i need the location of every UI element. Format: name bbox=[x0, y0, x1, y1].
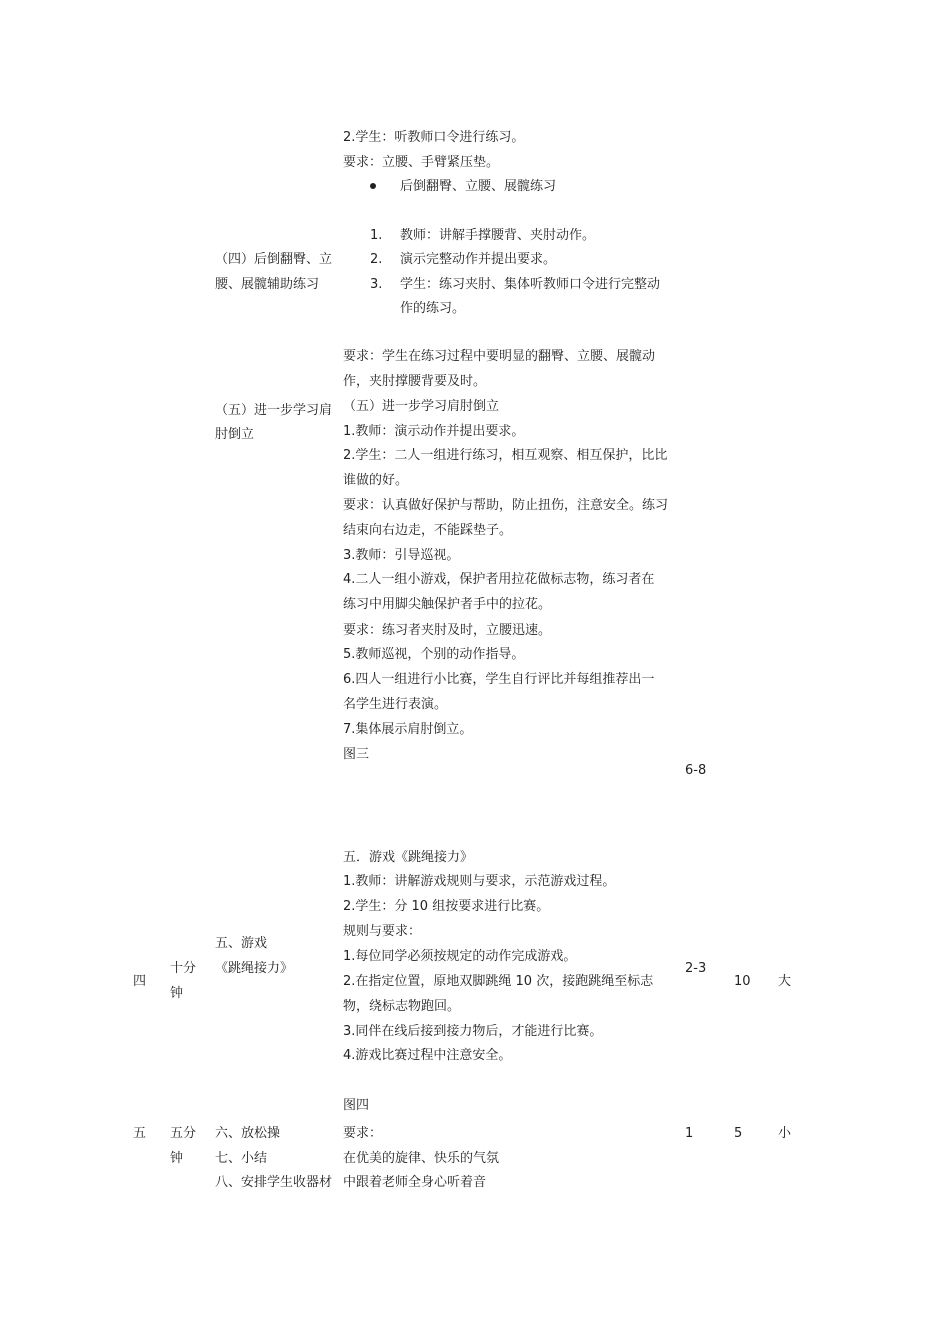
text-line: 中跟着老师全身心听着音 bbox=[343, 1175, 487, 1190]
text-line: 五．游戏《跳绳接力》 bbox=[343, 850, 474, 865]
text-line: 1.教师：演示动作并提出要求。 bbox=[343, 424, 525, 439]
text-line: 物，绕标志物跑回。 bbox=[343, 999, 461, 1014]
minutes-value: 5 bbox=[734, 1126, 743, 1141]
figure-caption: 图四 bbox=[343, 1098, 370, 1113]
text-line: 结束向右边走，不能踩垫子。 bbox=[343, 523, 513, 538]
text-line: 1.教师：讲解游戏规则与要求，示范游戏过程。 bbox=[343, 874, 616, 889]
requirement-text: 要求：学生在练习过程中要明显的翻臀、立腰、展髋动 bbox=[343, 349, 656, 364]
text-line: 在优美的旋律、快乐的气氛 bbox=[343, 1151, 500, 1166]
duration-label: 十分 bbox=[170, 961, 197, 976]
section-label: 五、游戏 bbox=[215, 936, 268, 951]
text-line: 4.二人一组小游戏，保护者用拉花做标志物，练习者在 bbox=[343, 572, 655, 587]
text-line: 4.游戏比赛过程中注意安全。 bbox=[343, 1048, 512, 1063]
section-label: （五）进一步学习肩 bbox=[215, 403, 333, 418]
section-label: 肘倒立 bbox=[215, 427, 255, 442]
section-label: 六、放松操 bbox=[215, 1126, 281, 1141]
bullet-item: 后倒翻臀、立腰、展髋练习 bbox=[400, 179, 557, 194]
reps-value: 2-3 bbox=[685, 961, 707, 976]
text-line: 谁做的好。 bbox=[343, 473, 409, 488]
section-label: 《跳绳接力》 bbox=[215, 961, 294, 976]
section-label: 八、安排学生收器材 bbox=[215, 1175, 333, 1190]
intensity-value: 小 bbox=[778, 1126, 792, 1141]
figure-caption: 图三 bbox=[343, 747, 370, 762]
reps-value: 6-8 bbox=[685, 763, 707, 778]
section-label: （四）后倒翻臀、立 bbox=[215, 252, 333, 267]
text-line: 规则与要求： bbox=[343, 924, 422, 939]
list-item: 演示完整动作并提出要求。 bbox=[400, 252, 557, 267]
text-line: 要求：认真做好保护与帮助，防止扭伤，注意安全。练习 bbox=[343, 498, 669, 513]
duration-label: 钟 bbox=[170, 986, 184, 1001]
requirement-text: 作，夹肘撑腰背要及时。 bbox=[343, 374, 487, 389]
text-line: 要求：练习者夹肘及时，立腰迅速。 bbox=[343, 623, 552, 638]
section-label: 七、小结 bbox=[215, 1151, 268, 1166]
text-line: 要求：立腰、手臂紧压垫。 bbox=[343, 155, 500, 170]
text-line: 3.教师：引导巡视。 bbox=[343, 548, 460, 563]
text-line: 5.教师巡视，个别的动作指导。 bbox=[343, 647, 525, 662]
text-line: 2.在指定位置，原地双脚跳绳 10 次，接跑跳绳至标志 bbox=[343, 974, 654, 989]
duration-label: 钟 bbox=[170, 1151, 184, 1166]
text-line: 要求： bbox=[343, 1126, 383, 1141]
text-line: 练习中用脚尖触保护者手中的拉花。 bbox=[343, 597, 552, 612]
minutes-value: 10 bbox=[734, 974, 751, 989]
list-item-continued: 作的练习。 bbox=[400, 301, 466, 316]
section-label: 腰、展髋辅助练习 bbox=[215, 277, 320, 292]
bullet-icon bbox=[370, 183, 376, 189]
text-line: 3.同伴在线后接到接力物后，才能进行比赛。 bbox=[343, 1024, 603, 1039]
text-line: 名学生进行表演。 bbox=[343, 697, 448, 712]
duration-label: 五分 bbox=[170, 1126, 197, 1141]
stage-number: 五 bbox=[133, 1126, 147, 1141]
text-line: 7.集体展示肩肘倒立。 bbox=[343, 722, 473, 737]
text-line: 2.学生：分 10 组按要求进行比赛。 bbox=[343, 899, 550, 914]
list-item: 教师：讲解手撑腰背、夹肘动作。 bbox=[400, 228, 596, 243]
stage-number: 四 bbox=[133, 974, 147, 989]
list-item: 学生：练习夹肘、集体听教师口令进行完整动 bbox=[400, 277, 661, 292]
text-line: 2.学生：听教师口令进行练习。 bbox=[343, 130, 525, 145]
intensity-value: 大 bbox=[778, 974, 792, 989]
text-line: （五）进一步学习肩肘倒立 bbox=[343, 399, 500, 414]
list-number: 2. bbox=[370, 252, 383, 267]
text-line: 2.学生：二人一组进行练习，相互观察、相互保护，比比 bbox=[343, 448, 668, 463]
reps-value: 1 bbox=[685, 1126, 694, 1141]
text-line: 6.四人一组进行小比赛，学生自行评比并每组推荐出一 bbox=[343, 672, 655, 687]
list-number: 1. bbox=[370, 228, 383, 243]
text-line: 1.每位同学必须按规定的动作完成游戏。 bbox=[343, 949, 577, 964]
list-number: 3. bbox=[370, 277, 383, 292]
